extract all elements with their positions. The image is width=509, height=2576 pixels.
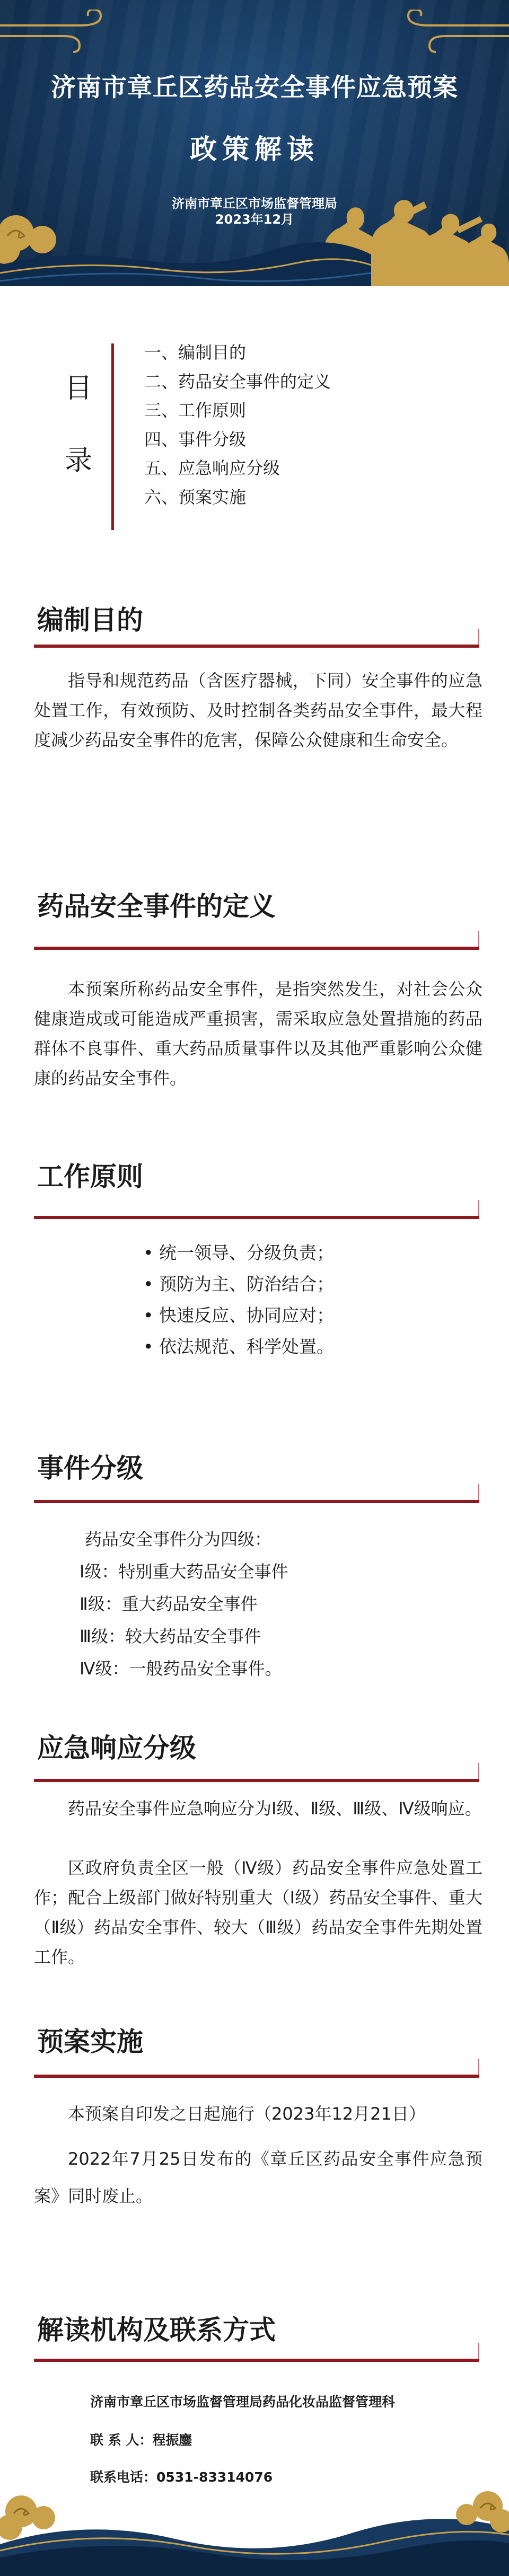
- list-item: Ⅱ级：重大药品安全事件: [80, 1594, 258, 1614]
- section-divider: [34, 2359, 479, 2362]
- section-divider: [34, 645, 479, 648]
- page-subtitle: 政策解读: [189, 134, 319, 165]
- principles-list: [143, 1237, 334, 1362]
- section-divider: [34, 1216, 479, 1219]
- toc-item-definition[interactable]: 二、药品安全事件的定义: [144, 371, 331, 392]
- list-item: Ⅳ级：一般药品安全事件。: [80, 1658, 282, 1679]
- toc-divider: [111, 343, 114, 530]
- toc-item-principles[interactable]: 三、工作原则: [144, 400, 247, 420]
- page-title: 济南市章丘区药品安全事件应急预案: [51, 73, 458, 102]
- section-title-contact: 解读机构及联系方式: [37, 2315, 276, 2345]
- grading-list: [80, 1523, 288, 1685]
- section-divider: [34, 1500, 479, 1503]
- contact-organization: 济南市章丘区市场监督管理局药品化妆品监督管理科: [90, 2394, 396, 2410]
- list-item: Ⅰ级：特别重大药品安全事件: [80, 1562, 288, 1582]
- list-item: • 统一领导、分级负责；: [143, 1237, 334, 1268]
- response-para-1: 药品安全事件应急响应分为Ⅰ级、Ⅱ级、Ⅲ级、Ⅳ级响应。: [68, 1798, 482, 1819]
- issue-date: 2023年12月: [215, 212, 294, 227]
- contact-phone[interactable]: 联系电话：0531-83314076: [90, 2469, 273, 2485]
- purpose-body: 指导和规范药品（含医疗器械，下同）安全事件的应急处置工作，有效预防、及时控制各类药品安全事件，最大程度减少药品安全事件的危害，保障公众健康和生命安全。: [34, 671, 482, 750]
- section-title-implementation: 预案实施: [37, 2026, 143, 2057]
- response-para-2: 区政府负责全区一般（Ⅳ级）药品安全事件应急处置工作；配合上级部门做好特别重大（Ⅰ级）药品安全事件、重大（Ⅱ级）药品安全事件、较大（Ⅲ级）药品安全事件先期处置工作。: [34, 1858, 482, 1967]
- list-item: • 依法规范、科学处置。: [143, 1331, 334, 1362]
- toc-list: [144, 338, 331, 511]
- banner-scene-illustration: [0, 0, 509, 286]
- toc-item-purpose[interactable]: 一、编制目的: [144, 342, 247, 363]
- implementation-para-2: 2022年7月25日发布的《章丘区药品安全事件应急预案》同时废止。: [34, 2149, 482, 2206]
- section-divider: [34, 2075, 479, 2078]
- toc-label-lu: 录: [64, 445, 92, 477]
- list-item: Ⅲ级：较大药品安全事件: [80, 1626, 261, 1646]
- header-banner: [0, 0, 509, 286]
- issuing-organization: 济南市章丘区市场监督管理局: [172, 196, 337, 211]
- toc-item-implementation[interactable]: 六、预案实施: [144, 487, 247, 507]
- section-divider: [34, 1779, 479, 1782]
- section-title-principles: 工作原则: [37, 1161, 143, 1192]
- toc-item-grading[interactable]: 四、事件分级: [144, 429, 247, 449]
- implementation-para-1: 本预案自印发之日起施行（2023年12月21日）: [68, 2104, 426, 2124]
- list-item: 药品安全事件分为四级：: [85, 1529, 272, 1549]
- section-title-purpose: 编制目的: [37, 605, 143, 636]
- definition-body: 本预案所称药品安全事件，是指突然发生，对社会公众健康造成或可能造成严重损害，需采取应急处置措施的药品群体不良事件、重大药品质量事件以及其他严重影响公众健康的药品安全事件。: [34, 979, 482, 1088]
- section-title-grading: 事件分级: [37, 1453, 143, 1484]
- list-item: • 快速反应、协同应对；: [143, 1300, 334, 1331]
- contact-person: 联 系 人：程振鏖: [90, 2432, 192, 2448]
- section-title-definition: 药品安全事件的定义: [37, 891, 276, 922]
- toc-label-mu: 目: [64, 373, 92, 404]
- toc-item-response[interactable]: 五、应急响应分级: [144, 458, 280, 478]
- list-item: • 预防为主、防治结合；: [143, 1268, 334, 1300]
- section-title-response: 应急响应分级: [37, 1733, 196, 1763]
- section-divider: [34, 947, 479, 950]
- footer-decoration: [0, 2449, 509, 2576]
